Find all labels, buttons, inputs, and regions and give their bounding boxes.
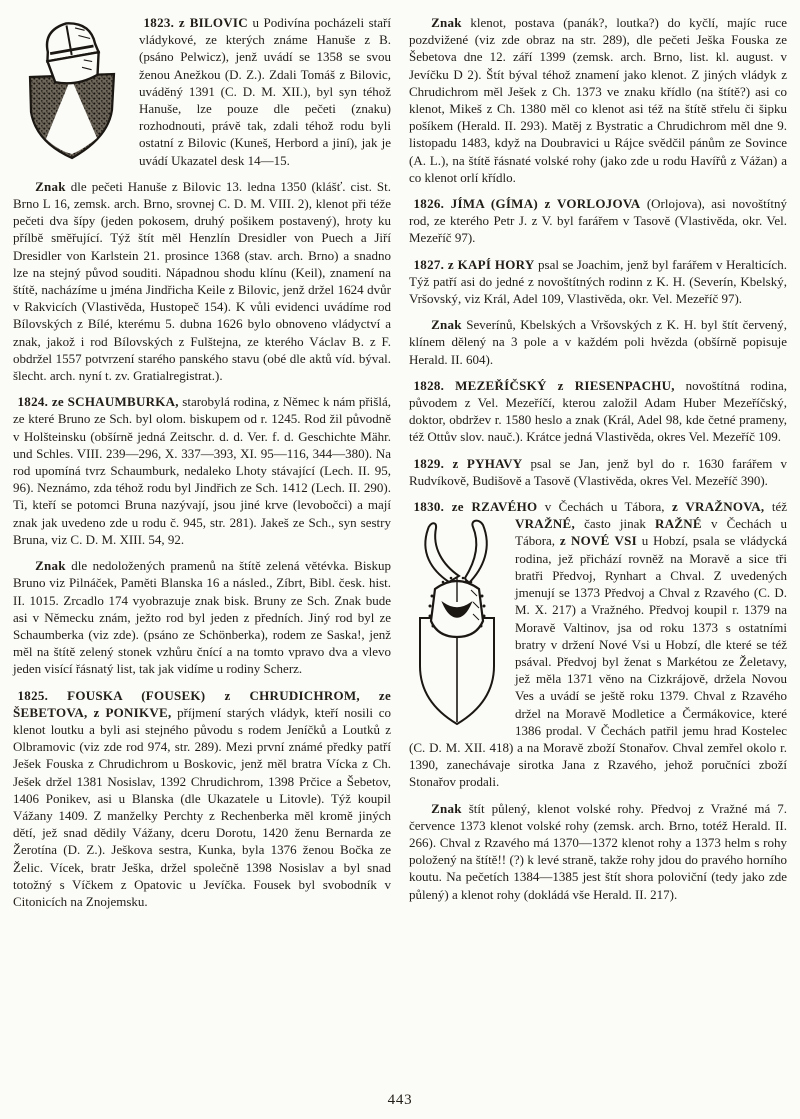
znak-paragraph-1824 — [13, 557, 391, 677]
entry-1830-text: též — [764, 499, 787, 515]
entry-1829-body: psal se Jan, jenž byl do r. 1630 farářem v Rudvíkově, Budišově a Tasově (Vlastivěda, okres Vel. Mezeříč 390). — [409, 455, 787, 488]
entry-1829 — [409, 455, 787, 489]
znak-1825-text: klenot, postava (panák?, loutka?) do kyčlí, majíc ruce pozdvižené (viz zde obraz na str. 289), dle pečeti Ješka Fouska ze Šebetova dne 12. září 1399 (zemsk. arch. Brno, list. kl. august. v Jevíčku D 2). Štít býval téhož znamení jako klenot. Z jiných vládyk z Chrudichrom měl Ješek z Ch. 1373 ve znaku křídlo (na štítě?) asi co klenot, Mikeš z Ch. 1380 měl co klenot asi též na štítě střelu či šipku pošíkem (Herald. II. 293). Matěj z Bystratic a Chrudichrom měl dne 9. listopadu 1483, když na Doubravici u Rájce svědčil pánům ze Sovince (A. L.), na štítě řásnaté volské rohy (jako zde u rodu Havířů z Vážan) a co klenot orlí křídlo. — [409, 15, 787, 185]
entry-1830-altname: RAŽNÉ — [655, 516, 702, 532]
horned-helmet-shield-icon — [409, 518, 505, 730]
znak-1830-text: štít půlený, klenot volské rohy. Předvoj z Vražné má 7. července 1373 klenot volské rohy (zemsk. arch. Brno, totéž Herald. II. 266). Chval z Rzavého má 1370—1372 klenot rohy a 1373 helm s rohy položený na štítě!! (?) k levé straně, takže rohy jdou do pravého horního koutu. Na pečetích 1384—1385 jest štít shora poloviční (tedy jako zde půlený) a klenot rohy (dokládá vše Herald. II. 217). — [409, 800, 787, 902]
entry-1828-heading: 1828. MEZEŘÍČSKÝ z RIESENPACHU, — [413, 377, 675, 393]
entry-1825-heading: 1825. FOUSKA (FOUSEK) z CHRUDICHROM, ze ŠEBETOVA, z PONIKVE, — [13, 687, 391, 720]
entry-1825 — [13, 687, 391, 911]
znak-label: Znak — [35, 558, 66, 574]
znak-label: Znak — [35, 178, 66, 194]
entry-1825-body: příjmení starých vládyk, kteří nosili co klenot loutku a byli asi stejného původu s rodem Jeníčků a Loutků z Olbramovic (viz zde rod 974, str. 289). Mezi první známé předky patří Ješek Fouska z Chrudichrom u Boskovic, jenž měl bratra Vícka z Ch. Ješek držel 1381 Nosislav, 1392 Chrudichrom, 1398 Prčice a Šebetov, 1406 Ponikev, asi u Blanska (dle Ukazatele u Litovle). Týž koupil Vážany 1409. Z manželky Perchty z Rechenberka měl kromě jiných dětí, jež snad dědily Vážany, dceru Dorotu, 1420 ženu Bernarda ze Žerotína (D. Z.). Ješkova sestra, Kunka, byla 1376 ženou Bočka ze Želic. Vícek, bratr Ješka, držel společně 1398 Nosislav a byl snad totožný s Víčkem z Opatovic u Jevíčka. Fousek byl svobodník v Citonicích na Znojemsku. — [13, 704, 391, 909]
entry-1824 — [13, 393, 391, 548]
right-column — [409, 14, 787, 919]
znak-1824-text: dle nedoložených pramenů na štítě zelená větévka. Biskup Bruno viz Pilnáček, Paměti Blanska 16 a násled., Zíbrt, Bibl. česk. hist. II. 1015. Zrcadlo 174 vyobrazuje znak bisk. Bruny ze Sch. Znak bude asi v Německu znám, ježto rod byl jeden z předních. Jiný rod byl ze Schaumberka (viz zde). (psáno ze Schönberka), rodem ze Saska!, jenž měl na štítě zelený stonek vzhůru čnící a na tomto vpravo dva a vlevo jeden visící řásnatý list, tak jak vidíme u rodiny Scherz. — [13, 558, 391, 677]
znak-paragraph-1823 — [13, 178, 391, 384]
entry-1830-altname: z VRAŽNOVA, — [671, 499, 765, 515]
entry-1826-heading: 1826. JÍMA (GÍMA) z VORLOJOVA — [413, 196, 641, 212]
page-number: 443 — [387, 1091, 413, 1108]
znak-1827-text: Severínů, Kbelských a Vršovských z K. H. byl štít červený, klínem dělený na 3 pole a v každém poli hvězda (obšírně popisuje Herald. II. 604). — [409, 317, 787, 367]
entry-1826-body: (Orlojova), asi novoštítný rod, ze kterého Petr J. z V. byl farářem v Tasově (Vlastivěda, okr. Vel. Mezeříč 97). — [409, 196, 787, 246]
entry-1823-body: vládykové, ze kterých známe Hanuše z B. (psáno Pelwicz), jenž uvádí se 1358 se svou ženou Anežkou (D. Z.). Zdali Tomáš z Bilovic, uváděný 1391 (C. D. M. XII.), byl syn téhož Hanuše, lze pouze dle pečeti (znaku) rozhodnouti, právě tak, zdali téhož rodu byli ostatní z Bilovic (Kuneš, Herbord a jiní), jak je uvádí Ukazatel desk 14—15. — [139, 32, 391, 168]
entry-1828-body: novoštítná rodina, původem z Vel. Mezeříčí, kterou založil Adam Huber Mezeříčský, doktor, obdržev r. 1580 heslo a znak (Král, Adel 98, kde četné prameny, též Ottův slov. nauč.). Krátce jedná Vlastivěda, okres Vel. Mezeříč 109. — [409, 377, 787, 445]
entry-1826 — [409, 195, 787, 247]
znak-paragraph-1827 — [409, 316, 787, 368]
entry-1830-text: v Čechách u Tábora, — [537, 499, 672, 515]
entry-1830-body: u Hobzí, psala se vládycká rodina, jež přichází rovněž na Moravě a sice tři bratři Předvoj, Rynhart a Chval. Z uvedených jmenují se 1373 Předvoj a Chval z Rzavého (C. D. M. X. 217) a Vražného. Předvoj koupil r. 1379 na Moravě Valtinov, jsa od roku 1373 s ostatními bratry v držení Nové Vsi u Hobzí, dle které se též psával. Předvoj byl ženat s Markétou ze Želetavy, jež měla 1371 věno na Cizkrájově, držela Novou Ves a uvádí se ještě roku 1379. Chval z Rzavého držel na Moravě Modletice a Čermákovice, které 1386 prodal. V Čechách patřil jemu hrad Kostelec (C. D. M. XII. 418) a na Moravě zboží Stonařov. Chval zemřel okolo r. 1390, zanechávaje sirotka Jana z Rzavého, jehož poručníci zboží Stonařov prodali. — [409, 533, 788, 790]
entry-1830 — [409, 498, 787, 790]
entry-1830-text: v Čechách u Tábora, — [515, 516, 787, 549]
znak-paragraph-1830 — [409, 800, 787, 903]
entry-1828 — [409, 377, 787, 446]
entry-1830-heading: 1830. ze RZAVÉHO — [413, 499, 538, 515]
entry-1824-body: starobylá rodina, z Němec k nám přišlá, ze které Bruno ze Sch. byl olom. biskupem od r. 1245. Rod žil původně v Holšteinsku (obšírně jedná Zeitschr. d. d. Ver. f. d. Geschichte Mähr. und Schles. VIII. 239—296, X. 337—393, XI. 95—116, 344—380). Na rod upomíná tvrz Schaumburk, nedaleko Lhoty stávající (Lech. II. 95, 96). Neznámo, zda téhož rodu byl Jindřich ze Sch. 1412 (Lech. II. 290). Ti, kteří se potomci Bruna nazývají, jsou jiné krve (levobočci) a mají znak jak uvedeno zde u rodu č. 945, str. 281). Jakeš ze Sch., syn sestry Bruna, viz C. D. M. XIII. 54, 92. — [13, 394, 391, 547]
bilovic-coat-of-arms-illustration — [13, 17, 129, 163]
entry-1830-altname: z NOVÉ VSI — [559, 533, 637, 549]
entry-1829-heading: 1829. z PYHAVY — [413, 455, 523, 471]
two-column-text — [13, 14, 787, 919]
znak-label: Znak — [431, 15, 462, 30]
entry-1830-altname: VRAŽNÉ, — [515, 516, 575, 532]
znak-paragraph-1825 — [409, 14, 787, 186]
entry-1823-body-pre: u Podivína pocházeli staří — [247, 15, 391, 30]
entry-1827-body: psal se Joachim, jenž byl farářem v Heralticích. Týž patří asi do jedné z novoštítných rodinn z K. H. (Severín, Kbelský, Vršovský, viz Král, Adel 109, Vlastivěda, okr. Vel. Mezeříč 97). — [409, 256, 788, 307]
entry-1827 — [409, 256, 787, 308]
znak-label: Znak — [431, 800, 462, 816]
left-column — [13, 14, 391, 919]
entry-1827-heading: 1827. z KAPÍ HORY — [413, 256, 535, 272]
helmet-shield-wedge-icon — [13, 17, 129, 163]
znak-1823-text: dle pečeti Hanuše z Bilovic 13. ledna 1350 (klášť. cist. St. Brno L 16, zemsk. arch. Brno, srovnej C. D. M. VIII. 2), klenot při téže pečeti dva šípy (jeden pokosem, druhý pošikem postavený), hroty ku přílbě směřující. Týž štít měl Henzlín Dresidler von Puech a Jiří Dresidler von Karlstein 21. prosince 1368 (stav. arch. Brno) a snadno lze na stejný původ souditi. Nápadnou shodu klínu (Keil), znamení na štítě, nacházíme u jména Jindřicha Keile z Bilovic, jenž držel 1624 dvůr v Rakvicích (Vlastivěda, Hustopeč 154). K vůli evidenci uvádíme rod Bílovských z Bílé, kterému 5. dubna 1626 bylo obnoveno vládyctví a znak, jakož i rod Bílovských z Fulštejna, ze kterého Václav B. z F. obdržel 1557 potvrzení starého panského stavu (obé dle aktů víd. býval. šlecht. arch. nyní t. zv. Gratialregistrat.). — [13, 178, 391, 384]
rzaveho-coat-of-arms-illustration — [409, 518, 505, 730]
entry-1823-heading: 1823. z BILOVIC — [143, 15, 248, 30]
entry-1823 — [13, 14, 391, 169]
entry-1824-heading: 1824. ze SCHAUMBURKA, — [17, 394, 179, 410]
znak-label: Znak — [431, 317, 462, 333]
entry-1830-text: často jinak — [574, 516, 656, 532]
